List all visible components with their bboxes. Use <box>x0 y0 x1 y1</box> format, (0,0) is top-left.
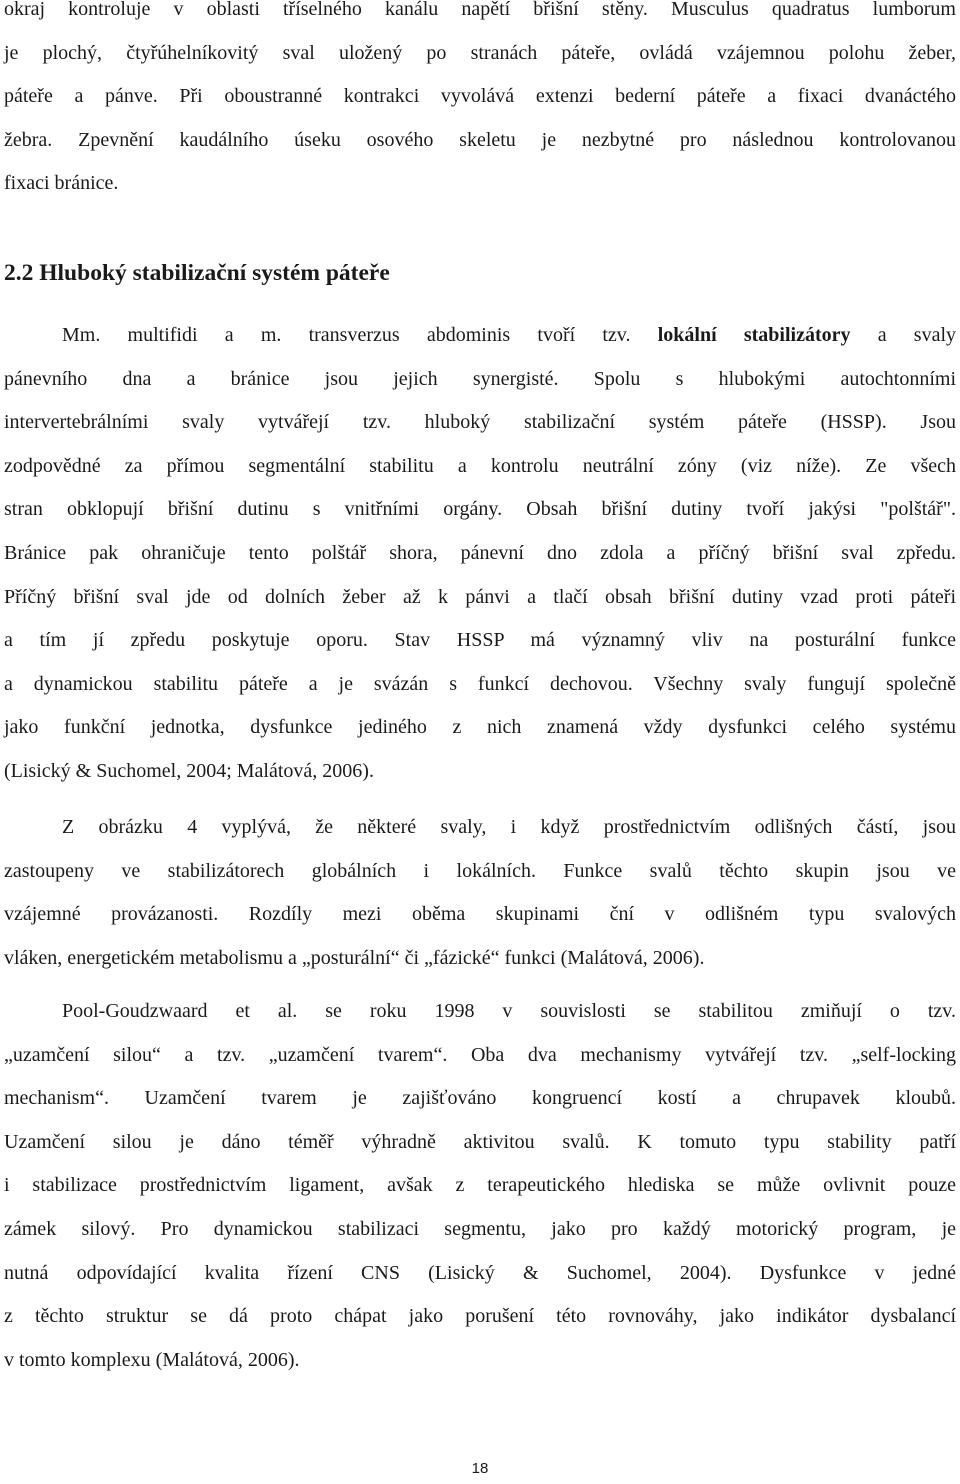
text-line: „uzamčení silou“ a tzv. „uzamčení tvarem“. Oba dva mechanismy vytvářejí tzv. „self-locking <box>4 1043 956 1066</box>
text-line: i stabilizace prostřednictvím ligament, avšak z terapeutického hlediska se může ovlivnit pouze <box>4 1174 956 1197</box>
paragraph-quadratus-lumborum <box>4 0 956 206</box>
text-line: z těchto struktur se dá proto chápat jako porušení této rovnováhy, jako indikátor dysbalancí <box>4 1305 956 1328</box>
text-line: pánevního dna a bránice jsou jejich synergisté. Spolu s hlubokými autochtonními <box>4 367 956 390</box>
text-line-first <box>4 314 956 358</box>
text-line: Příčný břišní sval jde od dolních žeber až k pánvi a tlačí obsah břišní dutiny vzad proti páteři <box>4 585 956 608</box>
text-line: v tomto komplexu (Malátová, 2006). <box>4 1348 300 1371</box>
text-line: žebra. Zpevnění kaudálního úseku osového skeletu je nezbytné pro následnou kontrolovanou <box>4 128 956 151</box>
text-line: a tím jí zpředu poskytuje oporu. Stav HSSP má významný vliv na posturální funkce <box>4 629 956 652</box>
bold-term-local-stabilizers: lokální stabilizátory <box>657 324 851 346</box>
text-line: stran obklopují břišní dutinu s vnitřními orgány. Obsah břišní dutiny tvoří jakýsi "polštář". <box>4 498 956 521</box>
text-line: zodpovědné za přímou segmentální stabilitu a kontrolu neutrální zóny (viz níže). Ze všech <box>4 454 956 477</box>
text-line: nutná odpovídající kvalita řízení CNS (Lisický & Suchomel, 2004). Dysfunkce v jedné <box>4 1261 956 1284</box>
text-line: Uzamčení silou je dáno téměř výhradně aktivitou svalů. K tomuto typu stability patří <box>4 1130 956 1153</box>
text-line: vláken, energetickém metabolismu a „posturální“ či „fázické“ funkci (Malátová, 2006). <box>4 946 705 969</box>
paragraph-pool-goudzwaard <box>4 990 956 1382</box>
page-number: 18 <box>471 1460 489 1477</box>
text-line-first: Z obrázku 4 vyplývá, že některé svaly, i když prostřednictvím odlišných částí, jsou <box>62 816 956 838</box>
section-heading: 2.2 Hluboký stabilizační systém páteře <box>4 260 390 286</box>
text-line: jako funkční jednotka, dysfunkce jediného z nich znamená vždy dysfunkci celého systému <box>4 716 956 739</box>
text-span: a svaly <box>877 324 956 346</box>
text-line: vzájemné provázanosti. Rozdíly mezi oběma skupinami ční v odlišném typu svalových <box>4 903 956 926</box>
text-line: mechanism“. Uzamčení tvarem je zajišťováno kongruencí kostí a chrupavek kloubů. <box>4 1087 956 1110</box>
text-line: je plochý, čtyřúhelníkovitý sval uložený po stranách páteře, ovládá vzájemnou polohu žeber, <box>4 41 956 64</box>
text-line: fixaci bránice. <box>4 172 119 195</box>
text-line: zámek silový. Pro dynamickou stabilizaci segmentu, jako pro každý motorický program, je <box>4 1217 956 1240</box>
text-line: okraj kontroluje v oblasti tříselného kanálu napětí břišní stěny. Musculus quadratus lumborum <box>4 0 956 20</box>
paragraph-figure-4 <box>4 806 956 980</box>
text-line: zastoupeny ve stabilizátorech globálních i lokálních. Funkce svalů těchto skupin jsou ve <box>4 859 956 882</box>
text-line-first: Pool-Goudzwaard et al. se roku 1998 v souvislosti se stabilitou zmiňují o tzv. <box>62 1000 956 1022</box>
text-span: Mm. multifidi a m. transverzus abdominis tvoří tzv. <box>62 324 631 346</box>
text-line: (Lisický & Suchomel, 2004; Malátová, 2006). <box>4 759 374 782</box>
text-line: páteře a pánve. Při oboustranné kontrakci vyvolává extenzi bederní páteře a fixaci dvanáctého <box>4 85 956 108</box>
paragraph-hssp <box>4 314 956 794</box>
text-line: Bránice pak ohraničuje tento polštář shora, pánevní dno zdola a příčný břišní sval zpředu. <box>4 541 956 564</box>
text-line: intervertebrálními svaly vytvářejí tzv. hluboký stabilizační systém páteře (HSSP). Jsou <box>4 411 956 434</box>
text-line: a dynamickou stabilitu páteře a je svázán s funkcí dechovou. Všechny svaly fungují společně <box>4 672 956 695</box>
